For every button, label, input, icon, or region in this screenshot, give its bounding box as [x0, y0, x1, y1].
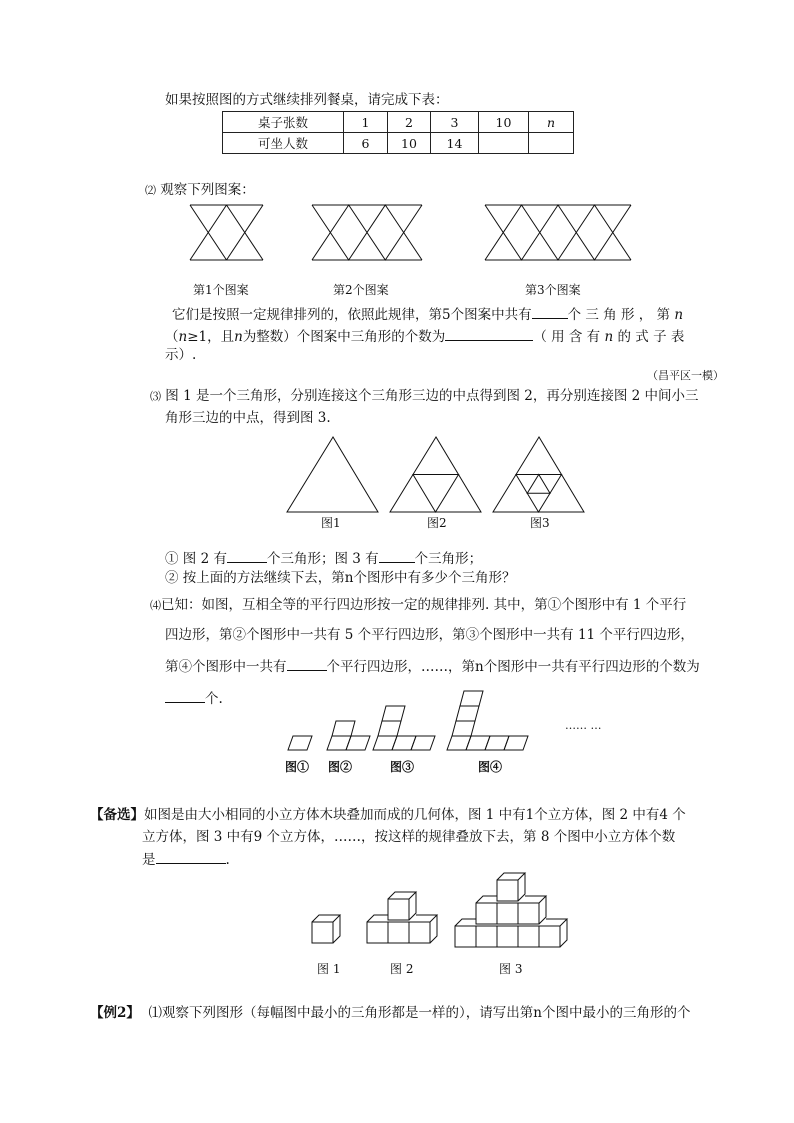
table-cell: 可坐人数: [223, 133, 344, 154]
text: .: [225, 852, 230, 868]
figure-caption: 图②: [328, 760, 353, 774]
text: n: [178, 329, 188, 345]
backup-line-1: [90, 805, 686, 825]
q4-line-2: 四边形，第②个图形中一共有 5 个平行四边形，第③个图形中一共有 11 个平行四边形，: [165, 627, 694, 643]
answer-blank[interactable]: [227, 548, 267, 563]
pattern-3-figure: [485, 205, 633, 261]
table-cell: 6: [344, 133, 388, 154]
table-cell: 1: [344, 112, 388, 133]
pattern-1-figure: [190, 205, 265, 261]
text: ≥1，且: [187, 329, 235, 345]
text: 第④个图形中一共有: [165, 659, 287, 675]
text: 是: [142, 852, 156, 868]
seat-table: [222, 111, 574, 154]
text: ②: [165, 570, 179, 586]
q3-line-2: 角形三边的中点，得到图 3.: [165, 410, 331, 426]
q3-sub-1: [165, 548, 482, 569]
q2-line-3: 示）.: [165, 347, 197, 363]
table-answer-cell[interactable]: [479, 133, 529, 154]
table-cell: 10: [388, 133, 431, 154]
table-cell: 10: [479, 112, 529, 133]
q2-title: [145, 180, 255, 201]
answer-blank[interactable]: [165, 688, 205, 703]
triangle-figure-1: [287, 437, 379, 513]
answer-blank[interactable]: [379, 548, 415, 563]
parallelogram-figures: [285, 688, 545, 753]
answer-blank[interactable]: [532, 304, 568, 319]
text: 5: [442, 307, 451, 323]
q3-number: ⑶: [150, 390, 161, 403]
text: 个三角形；图 3 有: [266, 551, 379, 567]
text: 个图案中共有: [450, 307, 532, 323]
example-2-line: [90, 1003, 690, 1023]
text: ⑴观察下列图形（每幅图中最小的三角形都是一样的），请写出第n个图中最小的三角形的个: [148, 1005, 691, 1021]
figure-caption: 图①: [285, 760, 310, 774]
intro-line: 如果按照图的方式继续排列餐桌，请完成下表：: [165, 92, 449, 108]
pattern-caption: 第2个图案: [333, 283, 389, 297]
cube-figure-1: [312, 914, 342, 946]
text: 按上面的方法继续下去，第n个图形中有多少个三角形？: [182, 570, 516, 586]
example-tag: 【例2】: [90, 1005, 140, 1021]
source-note: （昌平区一模）: [647, 369, 724, 382]
text: 个三角形；: [414, 551, 483, 567]
figure-caption: 图 1: [317, 962, 341, 976]
table-cell: 3: [431, 112, 479, 133]
q2-number: ⑵: [145, 184, 156, 197]
pattern-caption: 第1个图案: [193, 283, 249, 297]
text: ①: [165, 551, 179, 567]
figure-caption: 图3: [530, 516, 550, 530]
continuation-dots: …… …: [565, 719, 602, 732]
table-header-row: [223, 112, 574, 133]
q3-line-1: [150, 386, 699, 407]
table-answer-cell[interactable]: [529, 133, 574, 154]
text: 如图是由大小相同的小立方体木块叠加而成的几何体，图 1 中有1个立方体，图 2 中有4 个: [144, 807, 686, 823]
q4-number: ⑷: [150, 599, 161, 612]
text: （ 用 含 有: [533, 329, 601, 345]
table-row: [223, 133, 574, 154]
pattern-2-figure: [312, 205, 424, 261]
q2-line-2: [165, 326, 684, 347]
text: 个 三 角 形 ， 第: [567, 307, 671, 323]
triangle-figure-3: [493, 437, 585, 513]
triangle-figure-2: [390, 437, 482, 513]
text: 图 2 有: [182, 551, 227, 567]
text: 它们是按照一定规律排列的，依照此规律，第: [172, 307, 442, 323]
q2-title-text: 观察下列图案：: [160, 182, 255, 198]
text: 的 式 子 表: [617, 329, 685, 345]
figure-caption: 图 3: [499, 962, 523, 976]
answer-blank[interactable]: [445, 326, 533, 341]
figure-caption: 图 2: [390, 962, 414, 976]
backup-tag: 【备选】: [90, 807, 144, 823]
figure-caption: 图④: [478, 760, 503, 774]
cube-figure-3: [455, 872, 570, 950]
text: 个.: [205, 691, 223, 707]
q3-sub-2: [165, 568, 516, 588]
text: 已知：如图，互相全等的平行四边形按一定的规律排列. 其中，第①个图形中有 1 个平行: [161, 597, 687, 613]
figure-caption: 图1: [321, 516, 341, 530]
table-cell: 2: [388, 112, 431, 133]
pattern-caption: 第3个图案: [525, 283, 581, 297]
q4-line-4: [165, 688, 223, 709]
text: n: [234, 329, 243, 345]
figure-caption: 图2: [427, 516, 447, 530]
text: 为整数）个图案中三角形的个数为: [242, 329, 446, 345]
q2-line-1: [172, 304, 683, 325]
q4-line-3: [165, 656, 700, 677]
cube-figure-2: [367, 891, 439, 947]
answer-blank[interactable]: [287, 656, 327, 671]
text: 个平行四边形，……，第n个图形中一共有平行四边形的个数为: [326, 659, 700, 675]
answer-blank[interactable]: [156, 849, 226, 864]
text: 图 1 是一个三角形，分别连接这个三角形三边的中点得到图 2，再分别连接图 2 中间小三: [165, 388, 699, 404]
figure-caption: 图③: [390, 760, 415, 774]
backup-line-2: 立方体，图 3 中有9 个立方体，……，按这样的规律叠放下去，第 8 个图中小立方体个数: [142, 829, 676, 845]
table-cell: 14: [431, 133, 479, 154]
table-cell: 桌子张数: [223, 112, 344, 133]
q4-line-1: [150, 595, 686, 616]
text: （: [165, 329, 179, 345]
backup-line-3: [142, 849, 230, 870]
text: n: [604, 329, 614, 345]
table-cell: n: [529, 112, 574, 133]
text: n: [674, 307, 684, 323]
